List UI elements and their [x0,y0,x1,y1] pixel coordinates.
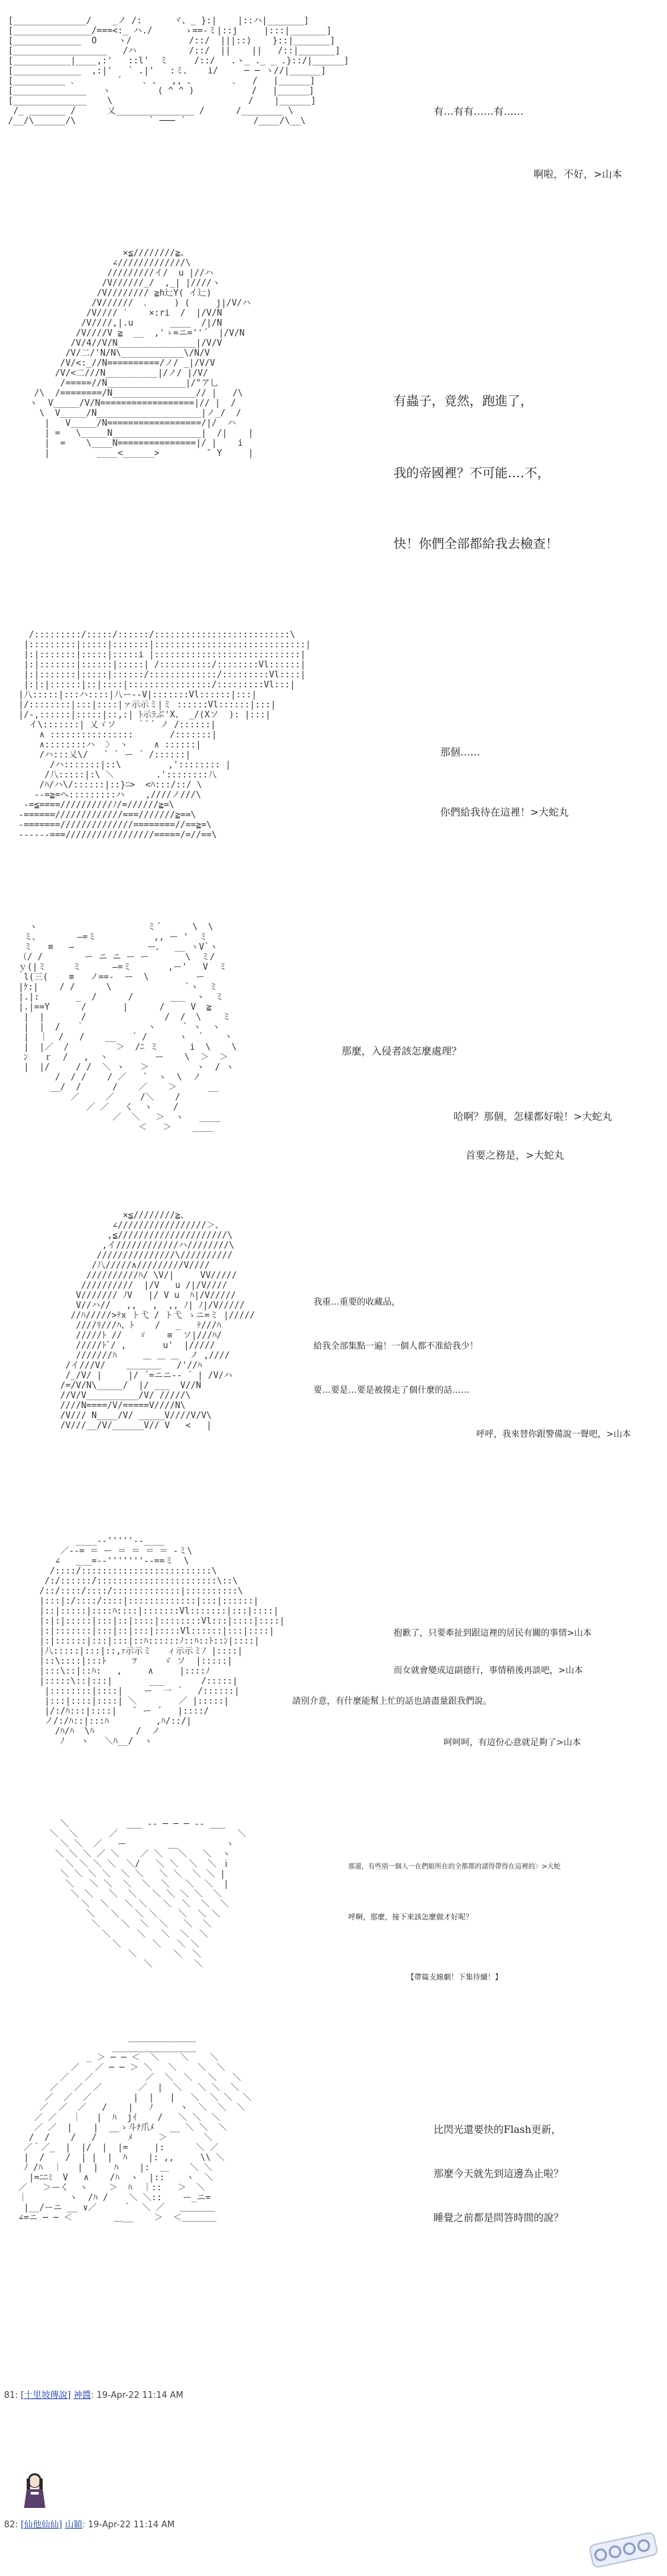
ascii-art: /:::::::::/:::::/::::::/::::::::::::::::::::::::::\ |:::::::::|:::::|:::::::|:::::::::::::::::::::::::::::| |:|:::::::|:::::|:::::i |::::::::::::::::::::::::::::| |:|:::::::|::::::|:::::| /::::::::::/::::::::Vl::::::| |:|:::::::|:::::|::::::/:::::::::::::/:::::::::Vl::::| |:|:|::::::|::|::::|::::::::::::::::/:::::::::Vl:::| |八:::::|:::ハ::::|八ー--V|:::::::Vl::::::|:::| |/::::::::|:::|::::|ァ示示ミ|ミ ::::::Vl::::::|:::| |/-,::::::|:::::|::,:| ﾄ示ﾗぶ'X、 _/(Xソ ): |:::| イ\:::::::| 乂ゞソ ｀ﾞ´ ノ /::::::| ∧ :::::::::::::::: /:::::::| ∧::::::::ハ 〉 ヽ ∧ ::::::| /ハ:::乂\/ ` ` ー ´ /::::::| /ハ:::::::|::\ ,':::::::: | /八:::::|:\ ＼ .'::::::::八 /ﾊ/ハ\/::::::|::}ﾆ> <ﾊ:::/::/ \ --=≧=ヘ:::::::::ハ ,////ノ///\ -=≦====//////////ﾉ/=//////≧=\ -======/////////////===///////≧==\ -=======//////////////========//==≧=\ ------===/////////////////=====/=//==\ [18,630,311,840]
dialogue-line: 請別介意，有什麼能幫上忙的話也請盡量跟我們說。 [292,1696,492,1706]
dialogue-line: 呼呼，我來替你跟警備說一聲吧，>山本 [476,1429,631,1439]
comic-panel-6 [0,1532,667,1813]
post-number: 81: [4,2390,18,2400]
comic-panel-7 [0,1813,667,2026]
comic-panel-4 [0,916,667,1196]
post-author-link[interactable]: [十里坡傳說] [21,2390,71,2400]
comic-panel-3 [0,625,667,905]
comic-panel-2 [0,235,667,609]
comic-panel-8 [0,2029,667,2249]
dialogue-line: 抱歉了，只要牽扯到跟這裡的居民有關的事情>山本 [394,1628,592,1638]
dialogue-line: 那麼，入侵者該怎麼處理？ [342,1045,462,1057]
dialogue-line: 那還，有些別一個人一在們組所在的全都都的諸得帶得在這裡的〉>大蛇 [348,1863,561,1871]
dialogue-line: 呼啊，那麼，接下來該怎麼做才好呢？ [348,1913,473,1921]
post-author-label[interactable]: 神醬 [73,2390,91,2400]
ascii-art: ×≦////////≧、 ∠/////////////////＞、 ,≦/////////////////////\ ,イ////////////ハ////////\ ///////////////\////////// /八/////∧/////////V//// //////////ﾊ/ \V/| VV///// ////////// |/V u /|/V//// V/////// ﾉV |/ V u ﾊ|/V///// V//ハ// ,, , ,, ﾉ| ﾉ|/V///// //ﾊ/////>ﾃx ト弋 / ト弋 ゝニ=ミ |///// ////ﾘ///ﾊ、ﾄ / _ ﾃ///ﾊ /////ﾄ // ゞ ≡ ソ|///ﾊ/ /////ﾄﾞ/ , u' |///// ///////ﾊ ＿ ＿ ＿ ノ ,//// /イ///V/ ＿＿＿＿ /'//ﾊ /_/V/ | |/ ´=ニニ-‐ ´ | /V/ハ /=/V/N\_____/ |/ ___ V//N //V/V__________/V/ /////\ ////N====/V/=====V////N\ /V/// N____/V/ _____V////V/V\ /V///__/V/______V// V < | [60,1211,255,1431]
dialogue-line: 你們給我待在這裡！>大蛇丸 [440,806,569,818]
post-date: 19-Apr-22 11:14 AM [96,2390,183,2400]
ascii-art: _____________ ________________ _ ＞ ─ ─ ＜ ＼ ＼ ＼ ／ ／ ─ ─ ＞ ＼ ＼ ＼ ＼ ／ ／ ／ ＼ ＼ ＼ ＼ ／ ／ ／ ／ | ＼ ＼ ＼ ＼ ／ ／ ／ | | | ＼ ＼ ＼ ＼ ／ ／ ／ / | ﾉ ヽ ＼ ＼ ＼ ／ ／ ｜ | ﾊ jｲ / ＼ ＼ ＼ ／ ／ | | __ゝ斗ﾅ爪ﾒ __ ＼ ＼ ＼ / / / / ﾒ ＞ ＼ ／｀／_ | |/ | |= |: ＼ ／ | / / | | | ﾊ |: ,, \\ ＼ ﾉ /ﾊ ｜ | | ﾊ |: ＿ ＼ ＼ |=ﾆﾆﾐ V ∧ /ﾊ ヽ |:: ヽ ＼ ／ ＞ーく ヽ ＞ ﾊ ｜:: ＞ ＼ ｜ ヽ /ﾊ / ＼ ＼:: ー_ニ= |__/ーニ __ ∨／ ｀ ＼ ／ ＿＿＿＿ ∠=ニ ─ ─ ＜ ＿__ ＞ ＜＿＿＿＿ [18,2033,251,2223]
dialogue-line: 首要之務是，>大蛇丸 [466,1149,564,1161]
comic-panel-1 [0,4,667,218]
post-number: 82: [4,2520,18,2530]
dialogue-line: 比閃光還要快的Flash更新， [434,2124,562,2136]
dialogue-line: 啊啦，不好，>山本 [534,168,622,180]
post-author-link[interactable]: [仙他仙仙] [21,2520,63,2530]
post-meta-81 [4,2388,183,2400]
ascii-art: ヽ ミ´ \ \ ミ、 ―=ミ ,, ー ' ミ ミ ≡ ― ー、 __ ヽV`ヽ （/ / ー ニ ニ ー ー \ ミ/ ｙ(|ミ ミ ―=ミ ,ー' V ミ l(三( ≡ ノ==‐ ー \ ー |ｹ:| / / \ `ヽ ミ |.|: _ / / ___ ヽ ミ |.|==Y / | / V ≧ | | / / / \ ミ | | / ｀ ヽ ´ ヽ ヽ | ｜ / / __ ´ / ヽ ´ 丶 | |／ / ＞ /ﾆ ミ i \ \ ﾝ ｒ / , ヽ ー \ ＞ ＞ | |/ / / ＼ ヽ ＞ ヽ / ヽ / / / / ／ ´ ヽ \ ノ __/ / / ／ ＞ __ ／ ／ /＼ / ／ ／ く ヽ / ／ ＼ ＞ ヽ ____ ＜ ＞ ____ [18,922,237,1133]
ascii-art: ＼ ___ -- ─ ─ ─ -- ___ ＼ ＼ ／ ＼ ＼ ＼ ／ ー __ ヽ ＼ ＼ ＼ ／ ＼ ／ ＼ ＼ ＼ ヽ ＼ ＼ ＼ ＼ ＼/ ＼ ＼ ＼ ＼ ｉ ＼ ＼ ＼ ＼ ＼ ＼ ＼ ＼ ＼ ＼ | ＼ ＼ ＼ ＼ ＼ ＼ ＼ ＼ | ＼ ＼ ＼ ＼ ＼ ＼ ＼ ＼ ＼ ＼ ＼ ＼ ＼ ＼ ＼ ＼ ＼ ＼ ＼ ＼ ＼ ＼ ＼ ＼ ＼ ＼ ＼ ＼ ＼ ＼ ＼ ＼ ＼ ＼ ＼ ＼ ＼ ＼ ＼ ＼ ＼ ＼ ＼ ＼ [49,1819,247,1969]
site-logo-icon [587,2531,660,2571]
post-separator: : [82,2520,85,2530]
dialogue-line: 睡覺之前都是問答時間的說？ [434,2212,564,2224]
dialogue-line: 那個…… [440,746,481,758]
ascii-art: ×≦////////≧、 ∠/////////////\ /////////イ/ u |//ハ /V//////_/ ,_| |////ヽ /V//////// ≧h辷Y( イ辷) /V////// ､ ) ( j|/V/ハ /V//// ′ ×:ri / |/V/N /V////,|.u ____ /|/N /V////V ≧ __ ,'ゝ=ニ=''´ |/V/N /V/4//V/N_______________|/V/V /V/二/'N/N\____________\/N/V /V/<:_//N==========/ノ/ _|/V/V /V/<二///N__________|/ノ/ |/V/ /=====//N_______________|/"ア乚 /\ /========/N________________// | /\ ヽ V_____/V/N==================|// | / \ V_____/N____________________|ノ_/ / | V_____/N==================/|/ ハ | = \_____N_________________| /| | | = \____N===============|/ | i | ____<______> ″ Y | [29,248,253,458]
dialogue-line: 快！你們全部都給我去檢查！ [394,537,559,551]
comic-panel-5 [0,1207,667,1534]
dialogue-line: 那麼今天就先到這邊為止啦？ [434,2168,564,2180]
post-author-label[interactable]: 山穎 [65,2520,83,2530]
dialogue-line: 哈啊？那個，怎樣都好啦！>大蛇丸 [454,1110,612,1122]
dialogue-line: 我重…重要的收藏品， [313,1297,401,1307]
ascii-art: [______________/ _ノ /: ヾ、_ }:| |::ハ|_______] [_______________/===<:_ ハ./ ゝ==-ミ|::j |:::|_______] [_____________ O ヽ/ /::/ |||::) }::|_______] [__________________ /ハ /::/ || || /::|_______] [___________|____,:' ::l' ミ /::/ .ヽ_ ._ _ .}::/|______] [_____________ ,:|' ` .|' :ミ、 i/ ─ ─ ヽ//|______] [__________ ､ ´ ､ 、 ,, 、 ､ / |______] [______________ ヽ ( ^ ^ ) / |______] [______________ \ / |______] /_ _______ / 乂_______________ / /________ \ /__/\______/\ ` ─── ´ /____/\__\ [8,16,350,126]
dialogue-line: 有蟲子，竟然，跑進了， [394,394,534,408]
dialogue-line: 給我全部集點一遍！一個人都不准給我少！ [313,1341,479,1351]
dialogue-line: 有…有有……有…… [434,105,524,117]
dialogue-line: 我的帝國裡？不可能‥‥不， [394,466,550,480]
post-meta-82 [4,2517,175,2530]
dialogue-line: 而女就會變成這副德行，事情稍後再談吧，>山本 [394,1666,583,1676]
post-separator: : [91,2390,94,2400]
dialogue-line: 要…要是…要是被摸走了個什麼的話…… [313,1385,470,1395]
ascii-art: ____--'''''--____ ／--= ＝ ー ＝ ＝ ＝ ＝ -ミ\ ∠ ___=--'''''''--==ミ \ /::::/:::::::::::::::::::::::::\ /:/::::::/:::::::::::::::::::::::\::\ /::/::::/::::/:::::::::::::|::::::::::\ |:::|:/::::/::::|:::::::::::::|:::|::::::| |::|:::::|::::ﾊ::::|:::::::Vl:::::::|:::|::::| |:|:|:::::|:::|::|::::|::::::::Vl:::|::::|::::| |:|:::::::|:::|::|:::|:::::Vl::::::|:::|::::| |:|::::::|:::|:::|::ﾊ::::::ﾉ::ﾊ::ﾄ::ﾝ|::::| |八:::::|:::|::,ｧ示示ミ ィ示示ミﾉ |::::| |::\::::|:::ﾄ ﾂ ゞ ソ |:::::| |:::\::|::ﾊ: , ∧ |::::ﾉ |:::::\::|:::| ___ /:::::| |::::::::|::::| ー 一 ´ /::::::| |:::|::::|::::| ＼ ／ |:::::| |/:/ﾊ:::|::::| ` ー ´ |::::/ ノ/:/ﾊ::|:::ﾊ ,ﾊ/::/| /ﾊ/ﾊ \ﾊ / ノ ﾉ ヽ ＼ﾊ__/ ヽ [39,1536,285,1746]
dialogue-line: 【帶篇支線劇！下集待續！】 [407,1973,502,1981]
post-date: 19-Apr-22 11:14 AM [87,2520,175,2530]
avatar-icon [20,2469,49,2508]
dialogue-line: 呵呵呵，有這份心意就足夠了>山本 [444,1738,581,1748]
